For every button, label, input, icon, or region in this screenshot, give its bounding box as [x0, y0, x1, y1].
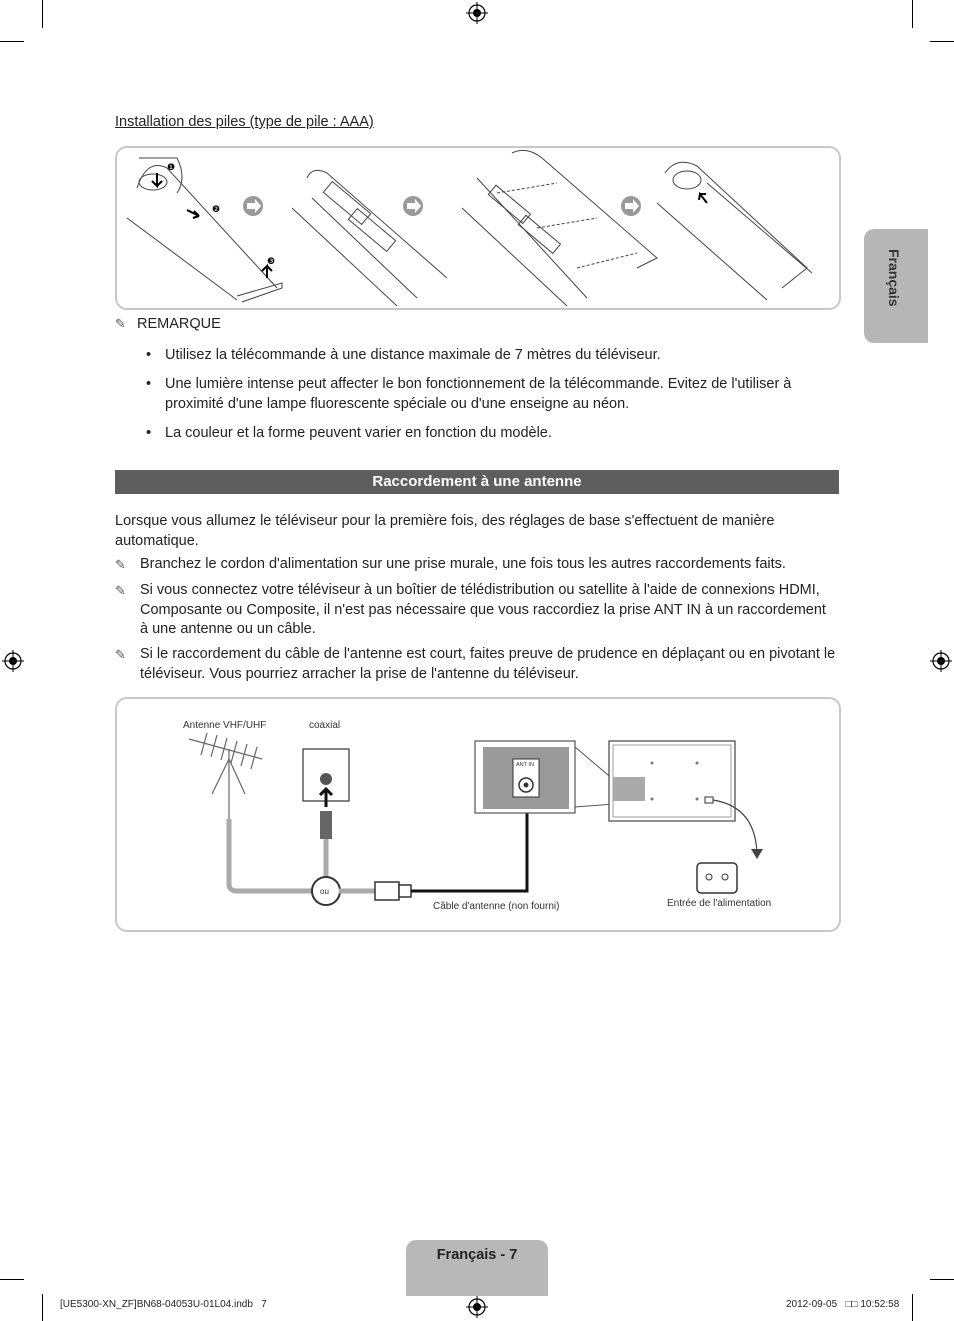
ant-in-label: ANT IN	[516, 762, 534, 768]
antenna-label: Antenne VHF/UHF	[183, 720, 267, 731]
side-tab-label: Français	[886, 249, 902, 307]
footer-file-info: [UE5300-XN_ZF]BN68-04053U-01L04.indb 7	[60, 1299, 267, 1310]
right-arrow-circle-icon	[243, 196, 263, 216]
crop-mark	[930, 41, 954, 42]
antenna-diagram	[117, 699, 839, 930]
list-item-text: Utilisez la télécommande à une distance maximale de 7 mètres du téléviseur.	[165, 347, 661, 363]
pencil-note-icon: ✎	[115, 316, 126, 331]
coax-plug-icon	[320, 811, 332, 839]
pencil-note-icon: ✎	[115, 647, 126, 662]
registration-mark-icon	[466, 1296, 488, 1318]
antenna-icon	[189, 733, 262, 819]
antenna-connection-figure	[115, 697, 841, 932]
list-item	[146, 346, 836, 366]
crop-mark	[912, 0, 913, 28]
remote-illustrations	[117, 148, 839, 308]
note-item	[115, 581, 837, 641]
bullet-icon: •	[146, 425, 152, 441]
registration-mark-icon	[466, 2, 488, 24]
list-item-text: Une lumière intense peut affecter le bon fonctionnement de la télécommande. Evitez de l'utiliser à proximité d'une lampe fluorescente spéciale ou d'une enseigne au néon.	[165, 376, 792, 412]
note-text: Si le raccordement du câble de l'antenne est court, faites preuve de prudence en déplaçant ou en pivotant le téléviseur. Vous pourriez arracher la prise de l'antenne du téléviseur.	[140, 646, 836, 682]
svg-text:❷: ❷	[212, 204, 221, 214]
svg-text:❶: ❶	[167, 162, 176, 172]
language-side-tab	[864, 229, 928, 343]
note-item	[115, 645, 837, 685]
right-arrow-circle-icon	[403, 196, 423, 216]
page-number-tab: Français - 7	[406, 1240, 548, 1296]
battery-subtitle: Installation des piles (type de pile : AAA)	[115, 114, 374, 130]
battery-installation-figure	[115, 146, 841, 310]
remarque-title: REMARQUE	[137, 316, 221, 332]
registration-mark-icon	[930, 650, 952, 672]
crop-mark	[42, 0, 43, 28]
footer-timestamp: 2012-09-05 □□ 10:52:58	[786, 1299, 900, 1310]
crop-mark	[0, 1279, 24, 1280]
bullet-icon: •	[146, 376, 152, 392]
registration-mark-icon	[2, 650, 24, 672]
bullet-icon: •	[146, 347, 152, 363]
pencil-note-icon: ✎	[115, 583, 126, 598]
coax-label: coaxial	[309, 720, 341, 731]
or-label: ou	[320, 887, 329, 896]
pencil-note-icon: ✎	[115, 557, 126, 572]
right-arrow-circle-icon	[621, 196, 641, 216]
list-item	[146, 424, 836, 444]
crop-mark	[930, 1279, 954, 1280]
svg-text:❸: ❸	[267, 256, 276, 266]
note-text: Si vous connectez votre téléviseur à un boîtier de télédistribution ou satellite à l'aide de connexions HDMI, Composante ou Composite, il n'est pas nécessaire que vous raccordiez la prise ANT IN à un raccordement à une antenne ou un câble.	[140, 582, 826, 637]
power-label: Entrée de l'alimentation	[667, 898, 772, 909]
power-outlet-icon	[697, 863, 737, 893]
list-item	[146, 375, 836, 415]
crop-mark	[42, 1294, 43, 1321]
cable-label: Câble d'antenne (non fourni)	[433, 901, 560, 912]
section-intro: Lorsque vous allumez le téléviseur pour la première fois, des réglages de base s'effectuent de manière automatique.	[115, 513, 775, 549]
note-item	[115, 555, 837, 575]
crop-mark	[0, 41, 24, 42]
remarque-heading	[115, 316, 221, 332]
list-item-text: La couleur et la forme peuvent varier en fonction du modèle.	[165, 425, 552, 441]
crop-mark	[912, 1294, 913, 1321]
f-connector-icon	[375, 882, 399, 900]
note-text: Branchez le cordon d'alimentation sur une prise murale, une fois tous les autres raccordements faits.	[140, 556, 786, 572]
section-title: Raccordement à une antenne	[115, 470, 839, 494]
